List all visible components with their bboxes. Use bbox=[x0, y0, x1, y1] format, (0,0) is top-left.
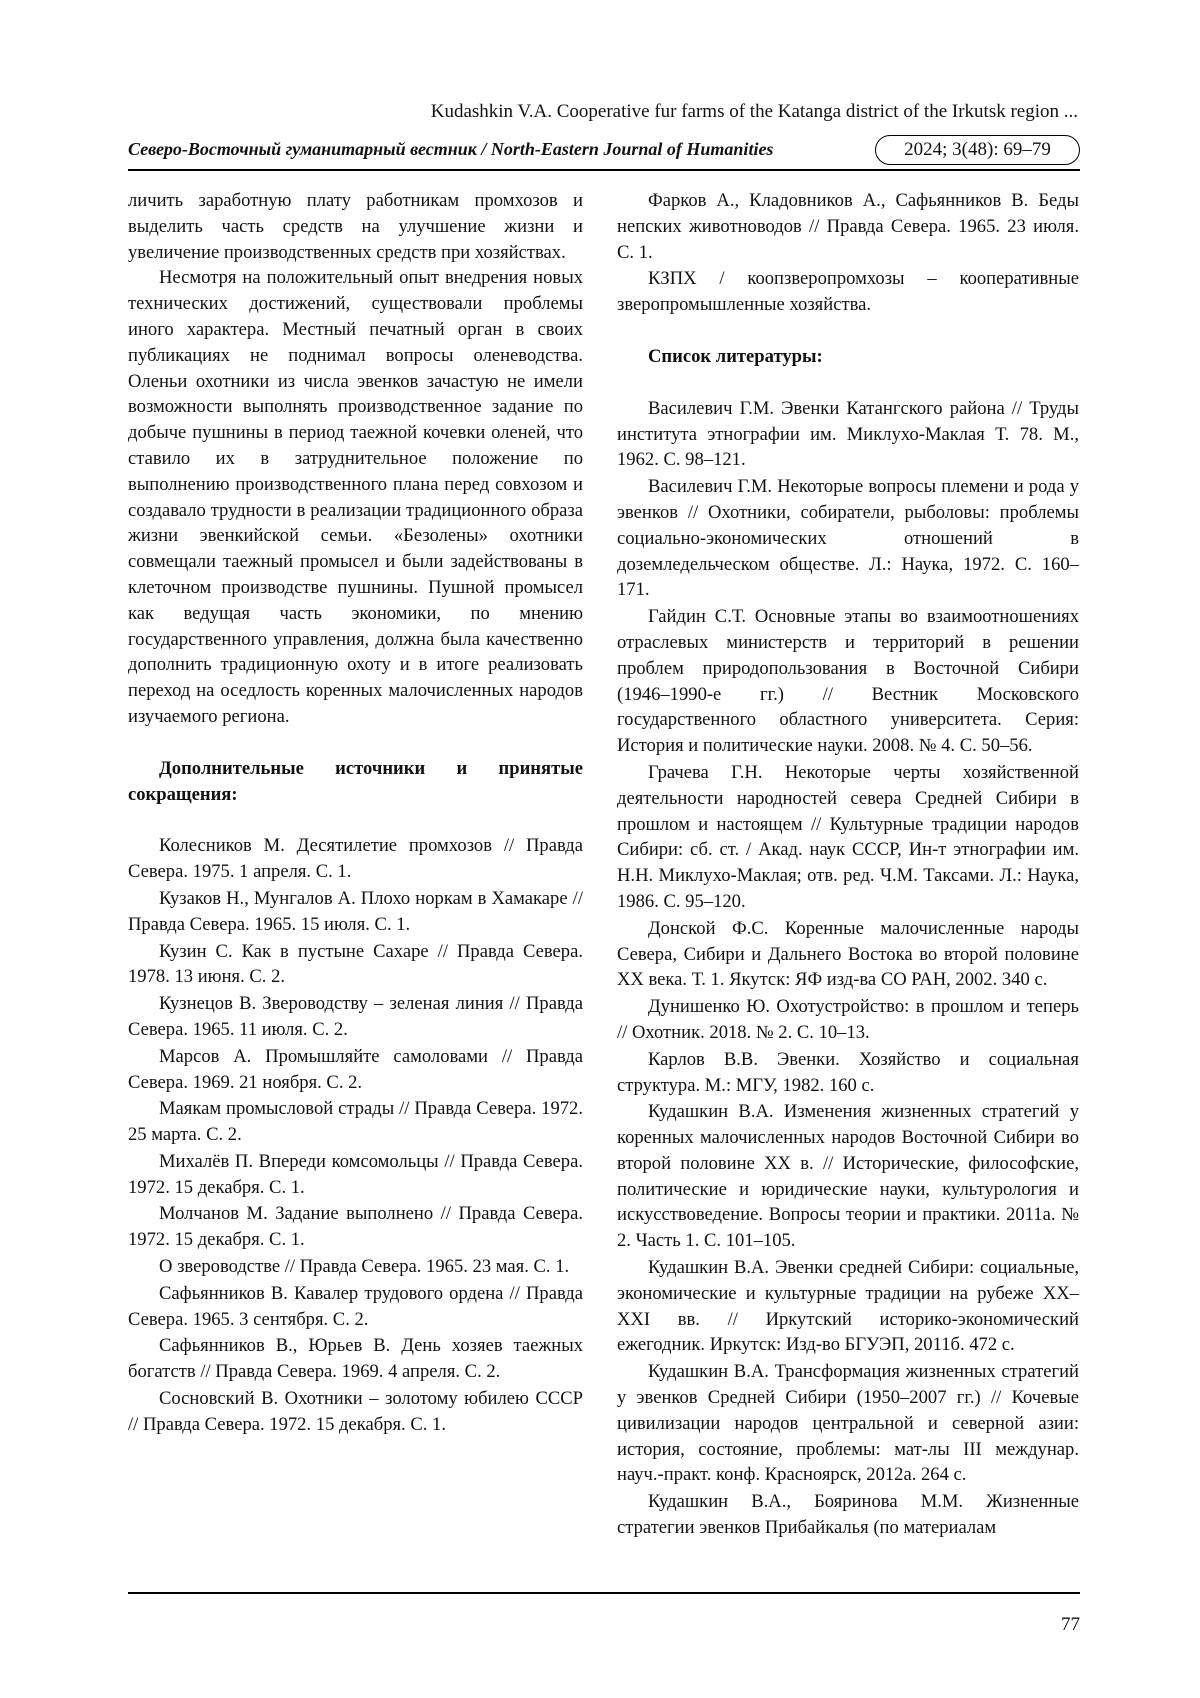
references-heading: Список литературы: bbox=[648, 345, 823, 367]
references-list bbox=[617, 396, 1079, 1541]
reference-item: Дунишенко Ю. Охотустройство: в прошлом и теперь // Охотник. 2018. № 2. С. 10–13. bbox=[617, 996, 1079, 1043]
reference-item: Карлов В.В. Эвенки. Хозяйство и социальная структура. М.: МГУ, 1982. 160 с. bbox=[617, 1048, 1079, 1096]
reference-item: Кудашкин В.А. Эвенки средней Сибири: социальные, экономические и культурные традиции на рубеже XX–XXI вв. // Иркутский историко-экономический ежегодник. Иркутск: Изд-во БГУЭП, 2011б. 472 с. bbox=[617, 1257, 1079, 1356]
source-item: Кузнецов В. Звероводству – зеленая линия // Правда Севера. 1965. 11 июля. С. 2. bbox=[128, 993, 583, 1040]
reference-item: Грачева Г.Н. Некоторые черты хозяйственной деятельности народностей севера Средней Сибири в прошлом и настоящем // Культурные традиции народов Сибири: сб. ст. / Акад. наук СССР, Ин-т этнографии им. Н.Н. Миклухо-Маклая; отв. ред. Ч.М. Таксами. Л.: Наука, 1986. С. 95–120. bbox=[617, 761, 1079, 912]
reference-item: Василевич Г.М. Некоторые вопросы племени и рода у эвенков // Охотники, собиратели, рыболовы: проблемы социально-экономических отношений в доземледельческом обществе. Л.: Наука, 1972. С. 160–171. bbox=[617, 476, 1079, 601]
sources-list-continued bbox=[617, 188, 1079, 318]
source-item: Молчанов М. Задание выполнено // Правда Севера. 1972. 15 декабря. С. 1. bbox=[128, 1203, 583, 1251]
source-item: Михалёв П. Впереди комсомольцы // Правда Севера. 1972. 15 декабря. С. 1. bbox=[128, 1150, 583, 1198]
reference-item: Кудашкин В.А. Трансформация жизненных стратегий у эвенков Средней Сибири (1950–2007 гг.) // Кочевые цивилизации народов центральной и северной азии: история, состояние, проблемы: мат-лы III междунар. науч.-практ. конф. Красноярск, 2012а. 264 с. bbox=[617, 1361, 1079, 1486]
journal-name: Северо-Восточный гуманитарный вестник / North-Eastern Journal of Humanities bbox=[128, 139, 774, 159]
source-item: Кузин С. Как в пустыне Сахаре // Правда Севера. 1978. 13 июня. С. 2. bbox=[128, 940, 583, 988]
source-item: Фарков А., Кладовников А., Сафьянников В. Беды непских животноводов // Правда Севера. 1965. 23 июля. С. 1. bbox=[617, 190, 1079, 263]
source-item: О звероводстве // Правда Севера. 1965. 23 мая. С. 1. bbox=[159, 1256, 570, 1278]
footer-divider bbox=[128, 1592, 1080, 1594]
reference-item: Гайдин С.Т. Основные этапы во взаимоотношениях отраслевых министерств и территорий в решении проблем природопользования в Восточной Сибири (1946–1990-е гг.) // Вестник Московского государственного областного университета. Серия: История и политические науки. 2008. № 4. С. 50–56. bbox=[617, 606, 1079, 757]
sources-heading: Дополнительные источники и принятые сокращения: bbox=[128, 757, 583, 805]
body-paragraph: Несмотря на положительный опыт внедрения новых технических достижений, существовали проблемы иного характера. Местный печатный орган в своих публикациях не поднимал вопросы оленеводства. Оленьи охотники из числа эвенков зачастую не имели возможности выполнять производственное задание по добыче пушнины в период таежной кочевки оленей, что ставило их в затруднительное положение по выполнению производственного плана перед совхозом и создавало трудности в реализации традиционного образа жизни эвенкийской семьи. «Безолены» охотники совмещали таежный промысел и были задействованы в клеточном производстве пушнины. Пушной промысел как ведущая часть экономики, по мнению государственного управления, должна была качественно дополнить традиционную охоту и в итоге реализовать переход на оседлость коренных малочисленных народов изучаемого региона. bbox=[128, 267, 583, 727]
reference-item: Донской Ф.С. Коренные малочисленные народы Севера, Сибири и Дальнего Востока во второй половине XX века. Т. 1. Якутск: ЯФ изд-ва СО РАН, 2002. 340 с. bbox=[617, 917, 1079, 991]
reference-item: Кудашкин В.А. Изменения жизненных стратегий у коренных малочисленных народов Восточной Сибири во второй половине XX в. // Исторические, философские, политические и юридические науки, культурология и искусствоведение. Вопросы теории и практики. 2011а. № 2. Часть 1. С. 101–105. bbox=[617, 1101, 1079, 1252]
right-column bbox=[617, 188, 1079, 1542]
source-item: КЗПХ / коопзверопромхозы – кооперативные зверопромышленные хозяйства. bbox=[617, 268, 1079, 316]
source-item: Колесников М. Десятилетие промхозов // Правда Севера. 1975. 1 апреля. С. 1. bbox=[128, 835, 583, 883]
source-item: Марсов А. Промышляйте самоловами // Правда Севера. 1969. 21 ноября. С. 2. bbox=[128, 1045, 583, 1093]
source-item: Сафьянников В. Кавалер трудового ордена // Правда Севера. 1965. 3 сентября. С. 2. bbox=[128, 1282, 583, 1330]
issue-badge: 2024; 3(48): 69–79 bbox=[875, 135, 1080, 165]
source-item: Сафьянников В., Юрьев В. День хозяев таежных богатств // Правда Севера. 1969. 4 апреля. С. 2. bbox=[128, 1335, 583, 1383]
body-paragraph: личить заработную плату работникам промхозов и выделить часть средств на улучшение жизни и увеличение производственных средств при хозяйствах. bbox=[128, 190, 583, 263]
reference-item: Василевич Г.М. Эвенки Катангского района // Труды института этнографии им. Миклухо-Маклая Т. 78. М., 1962. С. 98–121. bbox=[617, 397, 1079, 471]
running-title: Kudashkin V.A. Cooperative fur farms of the Katanga district of the Irkutsk region ... bbox=[430, 101, 1078, 122]
journal-header bbox=[128, 135, 1080, 171]
source-item: Сосновский В. Охотники – золотому юбилею СССР // Правда Севера. 1972. 15 декабря. С. 1. bbox=[128, 1388, 583, 1435]
reference-item: Кудашкин В.А., Бояринова М.М. Жизненные стратегии эвенков Прибайкалья (по материалам bbox=[617, 1491, 1079, 1539]
sources-list bbox=[128, 833, 583, 1437]
source-item: Маякам промысловой страды // Правда Севера. 1972. 25 марта. С. 2. bbox=[128, 1098, 583, 1146]
left-column bbox=[128, 188, 583, 1439]
source-item: Кузаков Н., Мунгалов А. Плохо норкам в Хамакаре // Правда Севера. 1965. 15 июля. С. 1. bbox=[128, 887, 583, 935]
page-number: 77 bbox=[1061, 1614, 1080, 1635]
